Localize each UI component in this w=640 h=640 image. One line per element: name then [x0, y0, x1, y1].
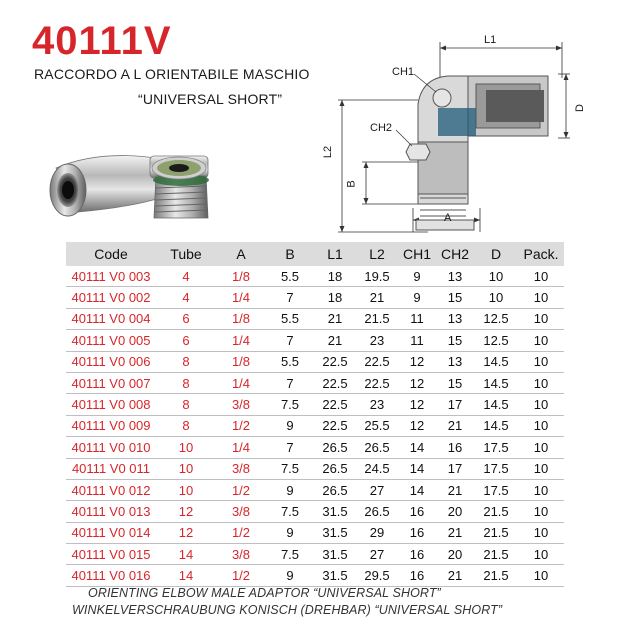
header-l1: L1 — [314, 242, 356, 266]
cell-b: 9 — [266, 522, 314, 543]
cell-ch2: 21 — [436, 522, 474, 543]
cell-l2: 25.5 — [356, 415, 398, 436]
header-code: Code — [66, 242, 156, 266]
cell-ch2: 15 — [436, 330, 474, 351]
cell-code: 40111 V0 006 — [66, 351, 156, 372]
cell-pack: 10 — [518, 351, 564, 372]
cell-pack: 10 — [518, 501, 564, 522]
product-code-title: 40111V — [32, 19, 172, 63]
cell-code: 40111 V0 009 — [66, 415, 156, 436]
cell-ch1: 16 — [398, 544, 436, 565]
cell-ch2: 21 — [436, 415, 474, 436]
table-row — [66, 415, 564, 436]
cell-d: 21.5 — [474, 544, 518, 565]
cell-ch2: 17 — [436, 458, 474, 479]
footer-description-en: ORIENTING ELBOW MALE ADAPTOR “UNIVERSAL SHORT” — [88, 586, 441, 600]
cell-d: 17.5 — [474, 437, 518, 458]
cell-code: 40111 V0 010 — [66, 437, 156, 458]
table-row — [66, 437, 564, 458]
cell-d: 21.5 — [474, 501, 518, 522]
cell-ch1: 14 — [398, 458, 436, 479]
cell-pack: 10 — [518, 479, 564, 500]
cell-l2: 29.5 — [356, 565, 398, 586]
cell-l1: 21 — [314, 330, 356, 351]
cell-b: 5.5 — [266, 266, 314, 287]
cell-b: 9 — [266, 479, 314, 500]
cell-b: 7 — [266, 437, 314, 458]
cell-ch1: 14 — [398, 479, 436, 500]
cell-ch2: 16 — [436, 437, 474, 458]
cell-b: 7 — [266, 330, 314, 351]
table-row — [66, 479, 564, 500]
cell-pack: 10 — [518, 394, 564, 415]
cell-tube: 8 — [156, 394, 216, 415]
technical-drawing — [318, 34, 588, 234]
cell-code: 40111 V0 013 — [66, 501, 156, 522]
cell-l1: 31.5 — [314, 565, 356, 586]
cell-l2: 21 — [356, 287, 398, 308]
footer-description-de: WINKELVERSCHRAUBUNG KONISCH (DREHBAR) “UNIVERSAL SHORT” — [72, 603, 503, 617]
cell-pack: 10 — [518, 372, 564, 393]
cell-code: 40111 V0 016 — [66, 565, 156, 586]
cell-a: 1/8 — [216, 266, 266, 287]
cell-pack: 10 — [518, 565, 564, 586]
cell-d: 21.5 — [474, 522, 518, 543]
cell-l1: 22.5 — [314, 372, 356, 393]
cell-tube: 6 — [156, 330, 216, 351]
cell-a: 3/8 — [216, 501, 266, 522]
cell-pack: 10 — [518, 330, 564, 351]
cell-d: 17.5 — [474, 479, 518, 500]
cell-pack: 10 — [518, 522, 564, 543]
header-tube: Tube — [156, 242, 216, 266]
cell-b: 7.5 — [266, 458, 314, 479]
cell-a: 1/2 — [216, 415, 266, 436]
cell-code: 40111 V0 003 — [66, 266, 156, 287]
cell-l1: 22.5 — [314, 415, 356, 436]
cell-code: 40111 V0 002 — [66, 287, 156, 308]
cell-ch2: 20 — [436, 501, 474, 522]
cell-a: 1/8 — [216, 351, 266, 372]
table-row — [66, 458, 564, 479]
cell-a: 1/2 — [216, 479, 266, 500]
cell-d: 14.5 — [474, 372, 518, 393]
cell-ch2: 15 — [436, 372, 474, 393]
cell-l1: 21 — [314, 308, 356, 329]
header-a: A — [216, 242, 266, 266]
drawing-label-b: B — [345, 180, 358, 188]
cell-ch2: 20 — [436, 544, 474, 565]
drawing-label-ch1: CH1 — [392, 66, 415, 78]
cell-tube: 8 — [156, 351, 216, 372]
cell-d: 12.5 — [474, 308, 518, 329]
cell-d: 14.5 — [474, 415, 518, 436]
cell-ch2: 13 — [436, 351, 474, 372]
cell-l2: 24.5 — [356, 458, 398, 479]
cell-code: 40111 V0 011 — [66, 458, 156, 479]
cell-l1: 22.5 — [314, 351, 356, 372]
cell-b: 5.5 — [266, 351, 314, 372]
table-row — [66, 287, 564, 308]
cell-ch1: 9 — [398, 266, 436, 287]
cell-ch2: 17 — [436, 394, 474, 415]
header-b: B — [266, 242, 314, 266]
product-series-name: “UNIVERSAL SHORT” — [138, 91, 283, 107]
cell-ch1: 11 — [398, 308, 436, 329]
cell-a: 1/4 — [216, 372, 266, 393]
cell-d: 10 — [474, 287, 518, 308]
cell-tube: 4 — [156, 266, 216, 287]
cell-l1: 26.5 — [314, 458, 356, 479]
cell-l2: 27 — [356, 479, 398, 500]
cell-tube: 14 — [156, 544, 216, 565]
cell-b: 7 — [266, 287, 314, 308]
cell-pack: 10 — [518, 415, 564, 436]
cell-b: 9 — [266, 565, 314, 586]
table-row — [66, 330, 564, 351]
cell-l2: 26.5 — [356, 501, 398, 522]
cell-code: 40111 V0 015 — [66, 544, 156, 565]
cell-tube: 6 — [156, 308, 216, 329]
cell-a: 1/2 — [216, 522, 266, 543]
cell-l2: 26.5 — [356, 437, 398, 458]
cell-l1: 26.5 — [314, 479, 356, 500]
cell-l2: 27 — [356, 544, 398, 565]
header-l2: L2 — [356, 242, 398, 266]
cell-a: 1/4 — [216, 287, 266, 308]
header-ch1: CH1 — [398, 242, 436, 266]
cell-pack: 10 — [518, 544, 564, 565]
cell-l1: 18 — [314, 287, 356, 308]
cell-ch2: 21 — [436, 565, 474, 586]
cell-code: 40111 V0 008 — [66, 394, 156, 415]
cell-l2: 19.5 — [356, 266, 398, 287]
header-ch2: CH2 — [436, 242, 474, 266]
cell-b: 7.5 — [266, 544, 314, 565]
cell-a: 1/2 — [216, 565, 266, 586]
cell-ch1: 12 — [398, 351, 436, 372]
table-row — [66, 501, 564, 522]
cell-tube: 10 — [156, 458, 216, 479]
drawing-label-l1: L1 — [484, 34, 497, 46]
cell-ch1: 16 — [398, 501, 436, 522]
cell-ch1: 12 — [398, 415, 436, 436]
cell-d: 21.5 — [474, 565, 518, 586]
cell-b: 7.5 — [266, 394, 314, 415]
cell-d: 17.5 — [474, 458, 518, 479]
table-row — [66, 308, 564, 329]
cell-pack: 10 — [518, 308, 564, 329]
cell-l2: 23 — [356, 394, 398, 415]
cell-ch1: 9 — [398, 287, 436, 308]
header-d: D — [474, 242, 518, 266]
cell-tube: 12 — [156, 501, 216, 522]
cell-l1: 31.5 — [314, 544, 356, 565]
cell-b: 7 — [266, 372, 314, 393]
cell-tube: 10 — [156, 437, 216, 458]
cell-d: 14.5 — [474, 351, 518, 372]
cell-d: 14.5 — [474, 394, 518, 415]
cell-a: 3/8 — [216, 544, 266, 565]
cell-a: 1/4 — [216, 330, 266, 351]
cell-tube: 10 — [156, 479, 216, 500]
cell-code: 40111 V0 007 — [66, 372, 156, 393]
cell-pack: 10 — [518, 437, 564, 458]
cell-code: 40111 V0 012 — [66, 479, 156, 500]
cell-d: 12.5 — [474, 330, 518, 351]
dimensions-table — [66, 242, 564, 587]
cell-tube: 8 — [156, 415, 216, 436]
table-row — [66, 351, 564, 372]
cell-ch1: 11 — [398, 330, 436, 351]
cell-l2: 22.5 — [356, 372, 398, 393]
cell-l1: 18 — [314, 266, 356, 287]
cell-a: 1/8 — [216, 308, 266, 329]
cell-l2: 29 — [356, 522, 398, 543]
cell-l1: 22.5 — [314, 394, 356, 415]
cell-ch1: 16 — [398, 522, 436, 543]
cell-l2: 23 — [356, 330, 398, 351]
cell-pack: 10 — [518, 458, 564, 479]
cell-b: 9 — [266, 415, 314, 436]
table-row — [66, 522, 564, 543]
cell-l2: 21.5 — [356, 308, 398, 329]
table-row — [66, 565, 564, 586]
cell-ch2: 21 — [436, 479, 474, 500]
cell-ch1: 12 — [398, 394, 436, 415]
cell-l1: 31.5 — [314, 501, 356, 522]
table-row — [66, 266, 564, 287]
cell-l1: 31.5 — [314, 522, 356, 543]
product-photo — [38, 128, 238, 238]
product-description-it: RACCORDO A L ORIENTABILE MASCHIO — [34, 66, 310, 82]
cell-tube: 4 — [156, 287, 216, 308]
drawing-label-d: D — [573, 104, 586, 112]
table-header-row — [66, 242, 564, 266]
drawing-label-l2: L2 — [322, 145, 335, 159]
cell-a: 1/4 — [216, 437, 266, 458]
cell-ch1: 16 — [398, 565, 436, 586]
cell-ch2: 13 — [436, 308, 474, 329]
cell-a: 3/8 — [216, 458, 266, 479]
cell-ch1: 12 — [398, 372, 436, 393]
cell-tube: 12 — [156, 522, 216, 543]
table-row — [66, 372, 564, 393]
table-row — [66, 544, 564, 565]
header-pack: Pack. — [518, 242, 564, 266]
cell-ch2: 15 — [436, 287, 474, 308]
cell-l2: 22.5 — [356, 351, 398, 372]
cell-code: 40111 V0 014 — [66, 522, 156, 543]
cell-ch2: 13 — [436, 266, 474, 287]
cell-b: 7.5 — [266, 501, 314, 522]
table-row — [66, 394, 564, 415]
drawing-label-ch2: CH2 — [370, 122, 393, 134]
cell-tube: 8 — [156, 372, 216, 393]
cell-pack: 10 — [518, 287, 564, 308]
drawing-label-a: A — [444, 212, 452, 224]
cell-code: 40111 V0 005 — [66, 330, 156, 351]
cell-pack: 10 — [518, 266, 564, 287]
cell-b: 5.5 — [266, 308, 314, 329]
cell-d: 10 — [474, 266, 518, 287]
cell-code: 40111 V0 004 — [66, 308, 156, 329]
cell-ch1: 14 — [398, 437, 436, 458]
cell-a: 3/8 — [216, 394, 266, 415]
cell-tube: 14 — [156, 565, 216, 586]
cell-l1: 26.5 — [314, 437, 356, 458]
